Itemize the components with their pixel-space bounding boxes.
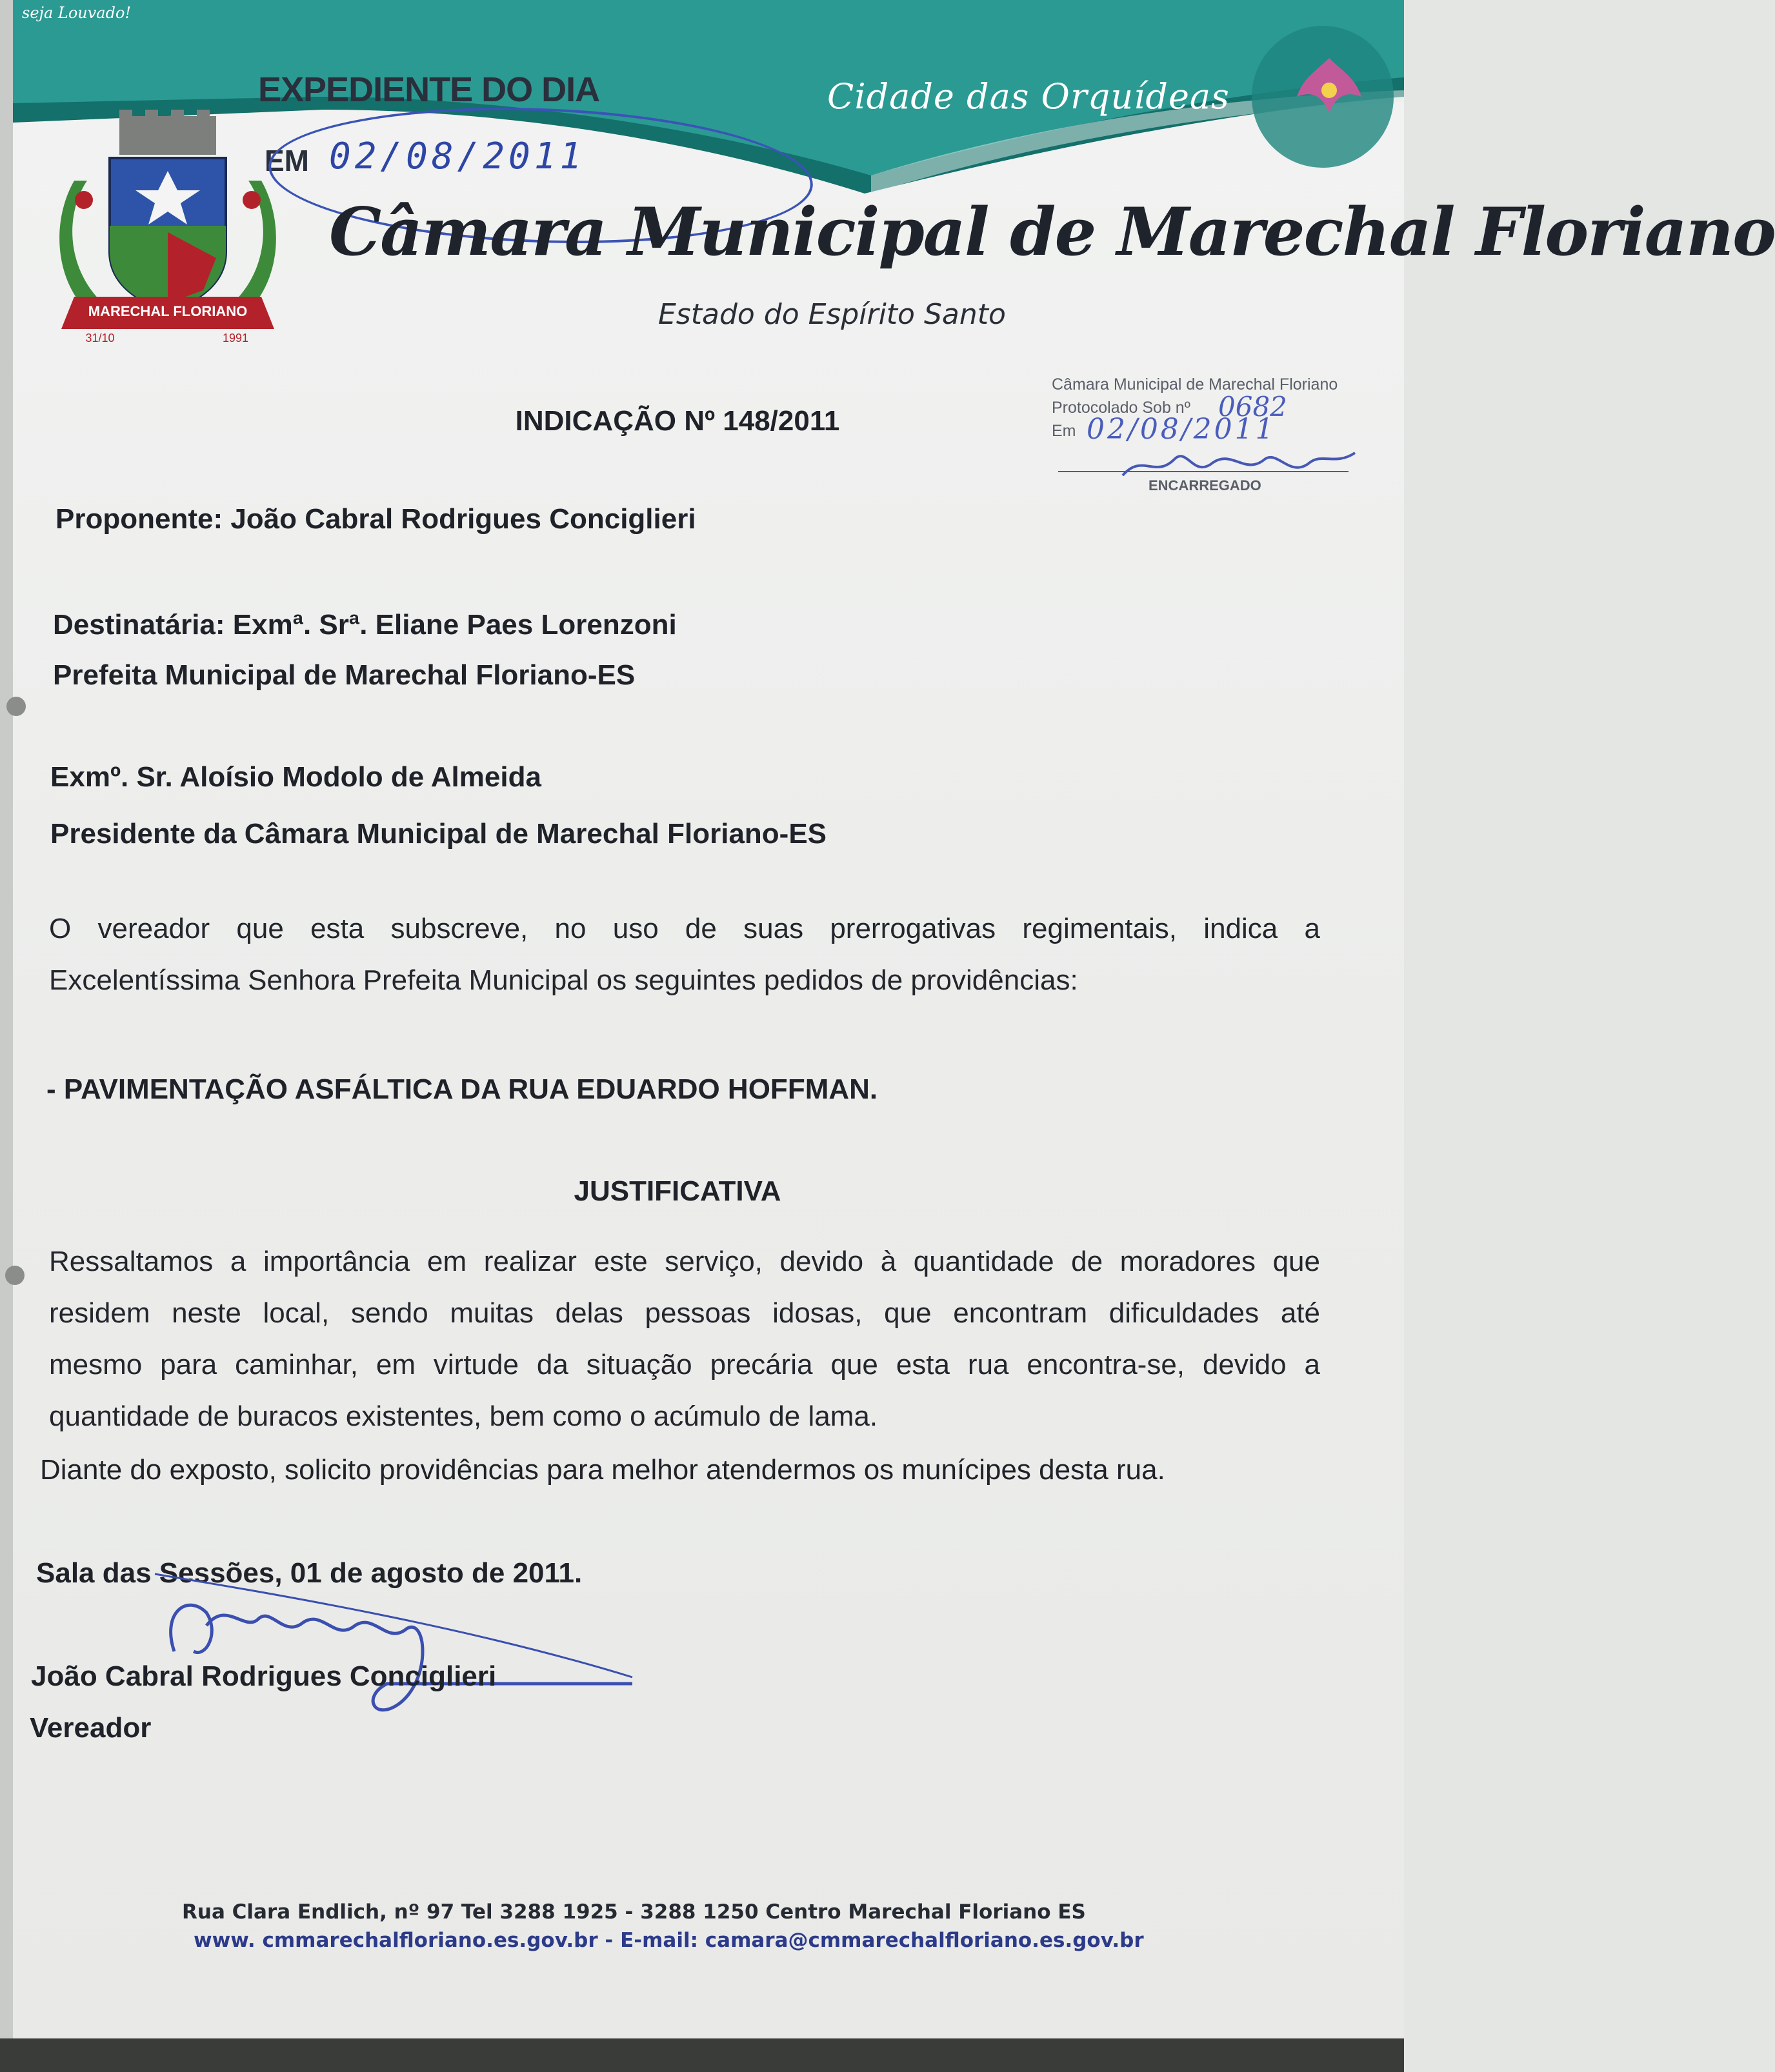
state-name: Estado do Espírito Santo [658, 298, 1006, 331]
expediente-stamp-date: 02/08/2011 [329, 135, 586, 177]
justification-heading: JUSTIFICATIVA [574, 1175, 781, 1207]
closing-request: Diante do exposto, solicito providências para melhor atendermos os munícipes desta rua. [40, 1454, 1165, 1486]
proponent: Proponente: João Cabral Rodrigues Conciglieri [55, 503, 696, 535]
justification-paragraph [49, 1236, 1320, 1442]
motto-text: seja Louvado! [22, 4, 132, 22]
protocol-stamp [1045, 375, 1381, 504]
signer-name: João Cabral Rodrigues Conciglieri [31, 1660, 497, 1692]
justification-line: quantidade de buracos existentes, bem como o acúmulo de lama. [49, 1400, 878, 1432]
protocol-line-1: Câmara Municipal de Marechal Floriano [1052, 375, 1338, 393]
background-surface [0, 2038, 1404, 2072]
session-date: Sala das Sessões, 01 de agosto de 2011. [36, 1557, 583, 1589]
intro-line: Excelentíssima Senhora Prefeita Municipal os seguintes pedidos de providências: [49, 964, 1078, 996]
intro-paragraph [49, 903, 1320, 1006]
page-left-edge [0, 0, 13, 2038]
recipient-2-role: Presidente da Câmara Municipal de Marechal Floriano-ES [50, 818, 827, 850]
expediente-stamp-title: EXPEDIENTE DO DIA [258, 70, 600, 109]
punch-hole [5, 1266, 25, 1285]
protocol-number: 0682 [1218, 391, 1287, 423]
protocol-date: 02/08/2011 [1087, 413, 1276, 446]
protocol-line-3: Em [1052, 422, 1076, 440]
recipient-1-name: Destinatária: Exmª. Srª. Eliane Paes Lorenzoni [53, 609, 677, 641]
punch-hole [6, 697, 26, 716]
recipient-1-role: Prefeita Municipal de Marechal Floriano-ES [53, 659, 636, 691]
intro-line: O vereador que esta subscreve, no uso de suas prerrogativas regimentais, indica a [49, 913, 1320, 944]
signer-role: Vereador [30, 1712, 152, 1744]
justification-line: mesmo para caminhar, em virtude da situação precária que esta rua encontra-se, devido a [49, 1349, 1320, 1380]
crest-date-right: 1991 [222, 332, 249, 344]
protocol-role: ENCARREGADO [1148, 477, 1261, 493]
justification-line: Ressaltamos a importância em realizar este serviço, devido à quantidade de moradores que [49, 1246, 1320, 1277]
council-name: Câmara Municipal de Marechal Floriano [329, 194, 1775, 271]
crest-date-left: 31/10 [85, 332, 115, 344]
justification-line: residem neste local, sendo muitas delas pessoas idosas, que encontram dificuldades até [49, 1297, 1320, 1329]
coat-of-arms-icon [48, 103, 287, 348]
footer-web-email: www. cmmarechalfloriano.es.gov.br - E-mail: camara@cmmarechalfloriano.es.gov.br [194, 1929, 1144, 1952]
city-tagline: Cidade das Orquídeas [827, 76, 1230, 117]
document-title: INDICAÇÃO Nº 148/2011 [515, 405, 840, 437]
crest-ribbon-text: MARECHAL FLORIANO [88, 303, 248, 319]
request-item: - PAVIMENTAÇÃO ASFÁLTICA DA RUA EDUARDO HOFFMAN. [46, 1073, 878, 1105]
expediente-stamp-label: EM [265, 144, 309, 177]
document-page [13, 0, 1775, 2038]
footer-address: Rua Clara Endlich, nº 97 Tel 3288 1925 - 3288 1250 Centro Marechal Floriano ES [182, 1900, 1086, 1924]
recipient-2-name: Exmº. Sr. Aloísio Modolo de Almeida [50, 761, 541, 793]
protocol-line-2: Protocolado Sob nº [1052, 399, 1190, 417]
